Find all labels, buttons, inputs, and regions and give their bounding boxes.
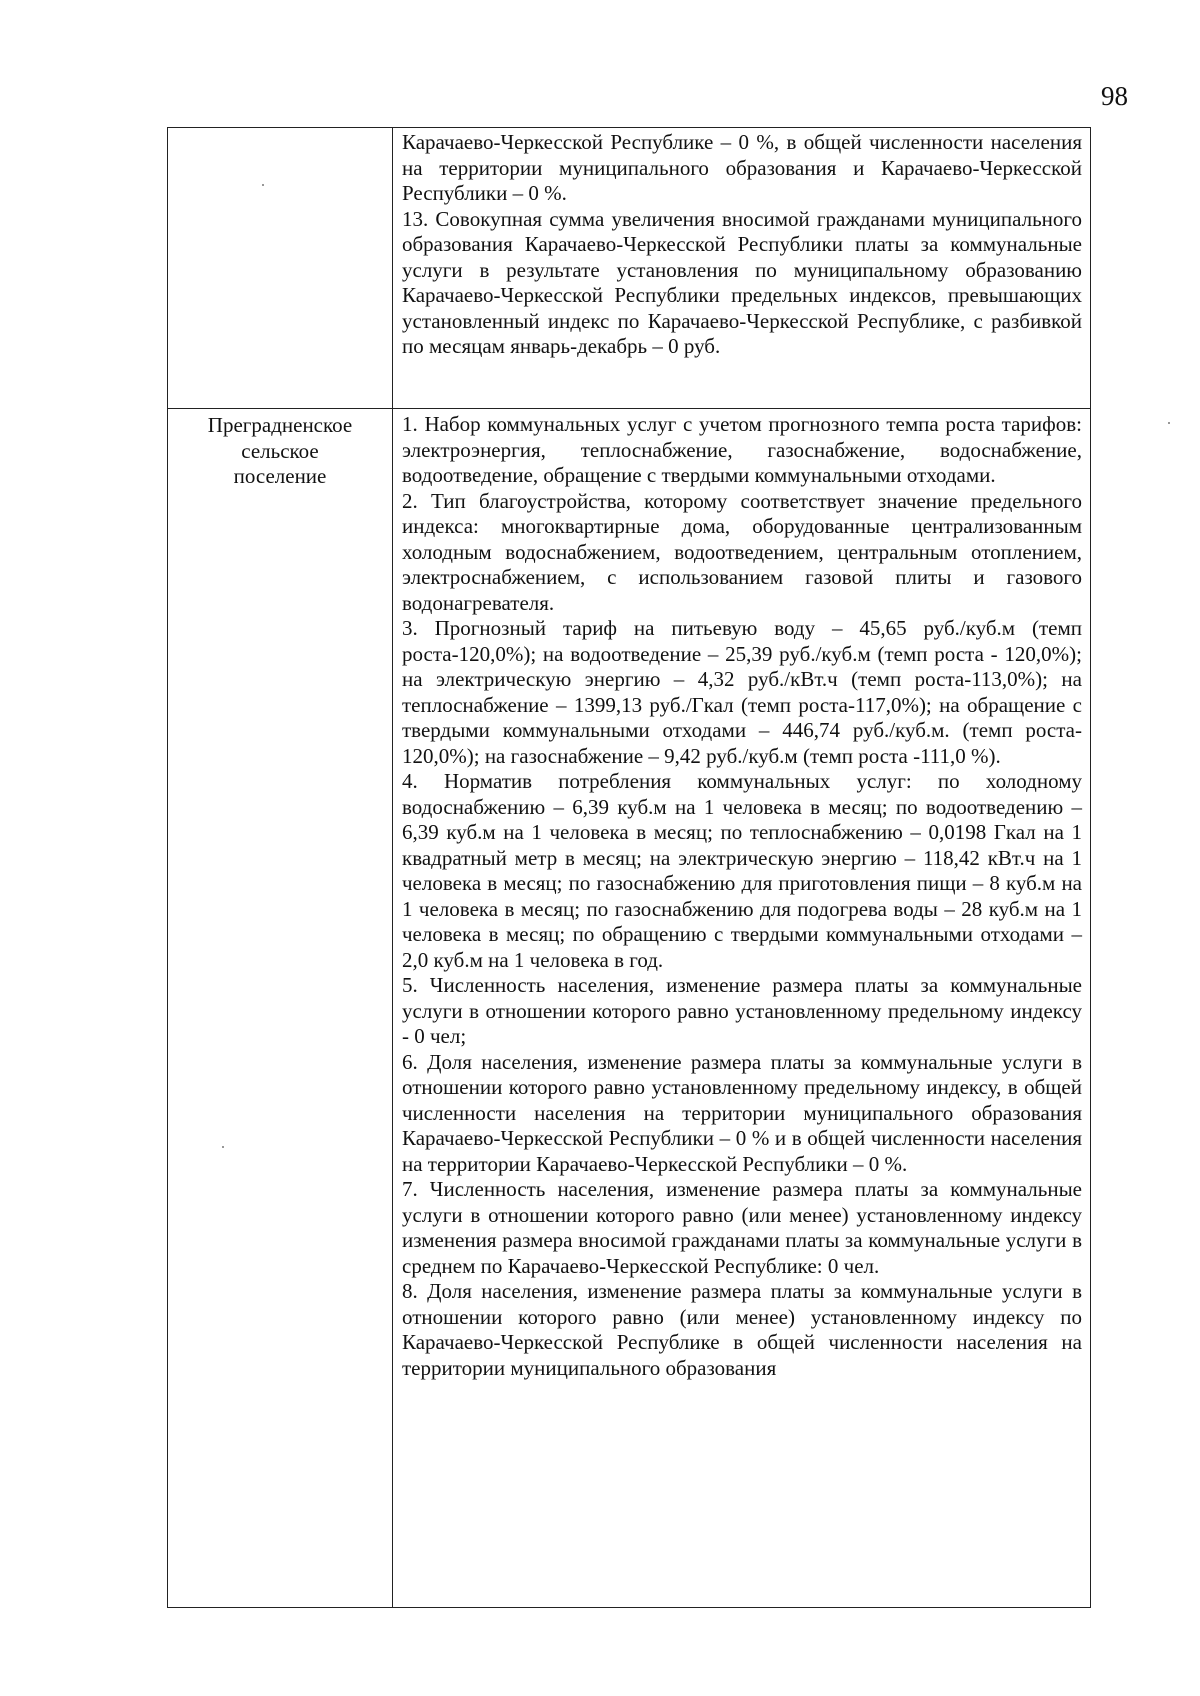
scan-speck xyxy=(262,184,264,186)
row-2-content xyxy=(402,412,1082,1381)
row-2-paragraph-8: 8. Доля населения, изменение размера платы за коммунальные услуги в отношении которого равно (или менее) установленному индексу по Карачаево-Черкесской Республике в общей численности населения на территории муниципального образования xyxy=(402,1279,1082,1380)
page-number: 98 xyxy=(1101,81,1128,111)
row-1-content xyxy=(402,130,1082,360)
row-divider xyxy=(168,408,1090,409)
row-1-paragraph-2: 13. Совокупная сумма увеличения вносимой гражданами муниципального образования Карачаево-Черкесской Республики платы за коммунальные услуги в результате установления по муниципальному образованию Карачаево-Черкесской Республики предельных индексов, превышающих установленный индекс по Карачаево-Черкесской Республике, с разбивкой по месяцам январь-декабрь – 0 руб. xyxy=(402,206,1082,358)
row-2-paragraph-7: 7. Численность населения, изменение размера платы за коммунальные услуги в отношении которого равно (или менее) установленному индексу изменения размера вносимой гражданами платы за коммунальные услуги в среднем по Карачаево-Черкесской Республике: 0 чел. xyxy=(402,1177,1082,1278)
municipality-name-line-2: сельское xyxy=(241,438,319,463)
scan-speck xyxy=(1168,422,1170,424)
scan-speck xyxy=(222,1146,224,1148)
row-1-paragraph-1: Карачаево-Черкесской Республике – 0 %, в общей численности населения на территории муниципального образования и Карачаево-Черкесской Республики – 0 %. xyxy=(402,130,1082,205)
municipality-name-line-1: Преградненское xyxy=(207,413,353,437)
data-table xyxy=(167,127,1091,1608)
column-divider xyxy=(392,128,393,1607)
row-2-paragraph-6: 6. Доля населения, изменение размера платы за коммунальные услуги в отношении которого равно установленному предельному индексу, в общей численности населения на территории муниципального образования Карачаево-Черкесской Республики – 0 % и в общей численности населения на территории Карачаево-Черкесской Республики – 0 %. xyxy=(402,1049,1082,1176)
row-2-paragraph-5: 5. Численность населения, изменение размера платы за коммунальные услуги в отношении которого равно установленному предельному индексу - 0 чел; xyxy=(402,973,1082,1048)
row-2-paragraph-3: 3. Прогнозный тариф на питьевую воду – 45,65 руб./куб.м (темп роста-120,0%); на водоотведение – 25,39 руб./куб.м (темп роста - 120,0%); на электрическую энергию – 4,32 руб./кВт.ч (темп роста-113,0%); на теплоснабжение – 1399,13 руб./Гкал (темп роста-117,0%); на обращение с твердыми коммунальными отходами – 446,74 руб./куб.м. (темп роста- 120,0%); на газоснабжение – 9,42 руб./куб.м (темп роста -111,0 %). xyxy=(402,616,1082,768)
row-2-paragraph-4: 4. Норматив потребления коммунальных услуг: по холодному водоснабжению – 6,39 куб.м на 1 человека в месяц; по водоотведению – 6,39 куб.м на 1 человека в месяц; по теплоснабжению – 0,0198 Гкал на 1 квадратный метр в месяц; на электрическую энергию – 118,42 кВт.ч на 1 человека в месяц; по газоснабжению для приготовления пищи – 8 куб.м на 1 человека в месяц; по газоснабжению для подогрева воды – 28 куб.м на 1 человека в месяц; по обращению с твердыми коммунальными отходами – 2,0 куб.м на 1 человека в год. xyxy=(402,769,1082,972)
municipality-name-line-3: поселение xyxy=(233,464,327,488)
row-2-paragraph-1: 1. Набор коммунальных услуг с учетом прогнозного темпа роста тарифов: электроэнергия, теплоснабжение, газоснабжение, водоснабжение, водоотведение, обращение с твердыми коммунальными отходами. xyxy=(402,412,1082,487)
municipality-name xyxy=(168,413,392,490)
row-2-paragraph-2: 2. Тип благоустройства, которому соответствует значение предельного индекса: многоквартирные дома, оборудованные централизованным холодным водоснабжением, водоотведением, центральным отоплением, электроснабжением, с использованием газовой плиты и газового водонагревателя. xyxy=(402,488,1082,615)
